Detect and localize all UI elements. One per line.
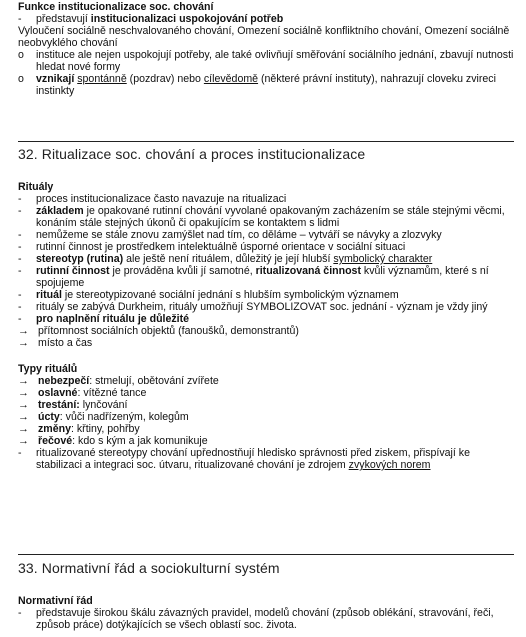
arrow-icon: → xyxy=(18,375,29,387)
arrow-item: → úcty: vůči nadřízeným, kolegům xyxy=(18,411,189,423)
dash-marker: - xyxy=(18,205,22,217)
list-item: - nemůžeme se stále znovu zamýšlet nad tím, co děláme – vytváří se návyky a zlozvyky xyxy=(18,229,442,241)
subheading-ritualy: Rituály xyxy=(18,181,54,193)
arrow-item: → nebezpečí: stmelují, obětování zvířete xyxy=(18,375,219,387)
list-item: - základem je opakované rutinní chování vyvolané opakovaným zacházením se stále stejnými věcmi, konáním stále stejných úkonů či opakujícím se kontaktem s lidmi xyxy=(18,205,505,229)
list-item: - proces institucionalizace často navazuje na ritualizaci xyxy=(18,193,287,205)
section-33 xyxy=(18,595,514,631)
section-32 xyxy=(18,181,514,471)
dash-marker: - xyxy=(18,289,22,301)
section-31 xyxy=(18,1,514,97)
list-item: - rituál je stereotypizované sociální jednání s hlubším symbolickým významem xyxy=(18,289,399,301)
list-item: - rituály se zabývá Durkheim, rituály umožňují SYMBOLIZOVAT soc. jednání - význam je vždy jiný xyxy=(18,301,488,313)
arrow-icon: → xyxy=(18,423,29,435)
list-item: - stereotyp (rutina) ale ještě není rituálem, důležitý je její hlubší symbolický charakter xyxy=(18,253,433,265)
list-item: - rutinní činnost je prostředkem intelektuálně úsporné orientace v sociální situaci xyxy=(18,241,406,253)
dash-marker: - xyxy=(18,253,22,265)
arrow-icon: → xyxy=(18,325,29,337)
arrow-item: → změny: křtiny, pohřby xyxy=(18,423,140,435)
section-heading: 33. Normativní řád a sociokulturní systém xyxy=(18,560,280,576)
arrow-icon: → xyxy=(18,411,29,423)
list-item: o vznikají spontánně (pozdrav) nebo cílevědomě (některé právní instituty), nahrazují cloveku zvireci instinkty xyxy=(18,73,496,97)
section-divider xyxy=(18,554,514,555)
list-item: - ritualizované stereotypy chování upřednostňují hledisko správnosti před ziskem, přispívají ke stabilizaci a integraci soc. útvaru, ritualizované chování je zdrojem zvykových norem xyxy=(18,447,470,471)
arrow-item: → řečové: kdo s kým a jak komunikuje xyxy=(18,435,208,447)
dash-marker: - xyxy=(18,229,22,241)
dash-marker: - xyxy=(18,265,22,277)
arrow-icon: → xyxy=(18,387,29,399)
list-item: - pro naplnění rituálu je důležité xyxy=(18,313,190,325)
section-divider xyxy=(18,141,514,142)
circle-marker: o xyxy=(18,49,24,61)
dash-marker: - xyxy=(18,313,22,325)
list-item: - rutinní činnost je prováděna kvůli jí samotné, ritualizovaná činnost kvůli významům, které s ní spojujeme xyxy=(18,265,489,289)
circle-marker: o xyxy=(18,73,24,85)
arrow-item: → místo a čas xyxy=(18,337,93,349)
dash-marker: - xyxy=(18,447,22,459)
dash-marker: - xyxy=(18,193,22,205)
subheading-typy-ritualu: Typy rituálů xyxy=(18,363,78,375)
dash-marker: - xyxy=(18,301,22,313)
dash-marker: - xyxy=(18,241,22,253)
subheading-normativni-rad: Normativní řád xyxy=(18,595,93,607)
list-item: - představuje širokou škálu závazných pravidel, modelů chování (způsob oblékání, stravování, řeči, způsob práce) dotýkajících se všech oblastí soc. života. xyxy=(18,607,494,631)
arrow-icon: → xyxy=(18,337,29,349)
dash-marker: - xyxy=(18,607,22,619)
dash-marker: - xyxy=(18,13,22,25)
list-item: o instituce ale nejen uspokojují potřeby, ale také ovlivňují směřování sociálního jednání, zbavují nutnosti hledat nové formy xyxy=(18,49,514,73)
arrow-item: → trestání: lynčování xyxy=(18,399,128,411)
paragraph: Vyloučení sociálně neschvalovaného chování, Omezení sociálně konfliktního chování, Omezení sociálně neobvyklého chování xyxy=(18,25,510,49)
section-heading: 32. Ritualizace soc. chování a proces institucionalizace xyxy=(18,146,366,162)
arrow-icon: → xyxy=(18,435,29,447)
section-title: Funkce institucionalizace soc. chování xyxy=(18,1,214,13)
arrow-item: → přítomnost sociálních objektů (fanoušků, demonstrantů) xyxy=(18,325,299,337)
arrow-item: → oslavné: vítězné tance xyxy=(18,387,147,399)
list-item: - představují institucionalizaci uspokojování potřeb xyxy=(18,13,284,25)
arrow-icon: → xyxy=(18,399,29,411)
